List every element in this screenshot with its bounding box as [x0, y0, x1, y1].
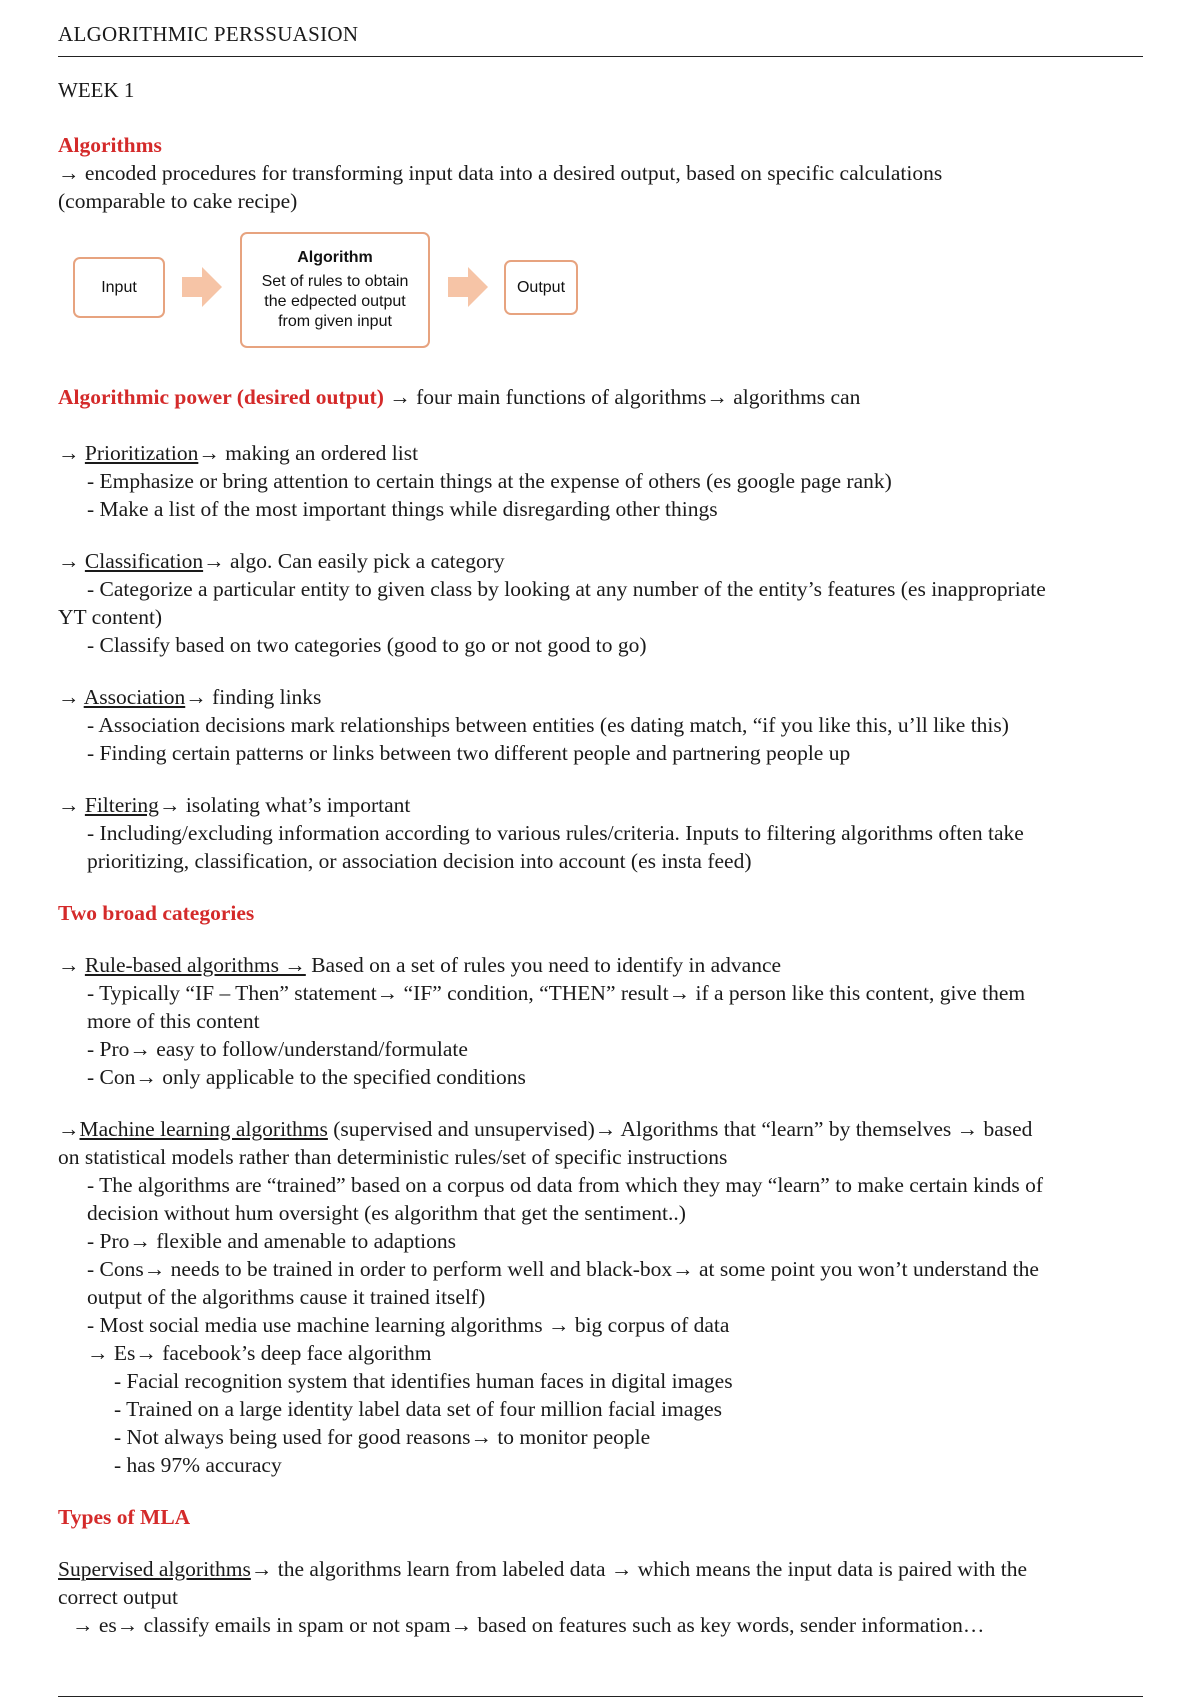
header-divider [58, 56, 1143, 57]
ml-bullet-1-cont: decision without hum oversight (es algorithm that get the sentiment..) [87, 1201, 686, 1225]
rule-based-term: Rule-based algorithms → [84, 953, 306, 977]
ml-cons-cont: output of the algorithms cause it trained itself) [87, 1285, 486, 1309]
classification-term: Classification [84, 549, 204, 573]
filtering-bullet-1-cont: prioritizing, classification, or association decision into account (es insta feed) [87, 849, 752, 873]
diagram-input-label: Input [101, 278, 137, 296]
block-arrow-right-icon [182, 267, 222, 307]
arrow-icon: → [58, 441, 85, 465]
diagram-output-box [504, 260, 578, 315]
ml-example-bullet-4: - has 97% accuracy [114, 1453, 282, 1477]
diagram-output-label: Output [516, 278, 566, 296]
ml-example: → Es→ facebook’s deep face algorithm [87, 1341, 432, 1365]
arrow-icon: → [58, 793, 85, 817]
classification-bullet-1-cont: YT content) [58, 605, 163, 629]
supervised-example: → es→ classify emails in spam or not spam→ based on features such as key words, sender information… [72, 1613, 985, 1637]
arrow-icon: → [58, 953, 85, 977]
rule-based-line [58, 951, 1168, 979]
ml-cons: - Cons→ needs to be trained in order to perform well and black-box→ at some point you won’t understand the [87, 1257, 1039, 1281]
filtering-term: Filtering [84, 793, 159, 817]
prioritization-desc: → making an ordered list [198, 441, 419, 465]
ml-example-bullet-2: - Trained on a large identity label data set of four million facial images [114, 1397, 723, 1421]
ml-line [58, 1115, 1168, 1143]
diagram-algorithm-desc-line2: the edpected output [264, 293, 406, 310]
association-line [58, 683, 1168, 711]
classification-bullet-2: - Classify based on two categories (good to go or not good to go) [87, 633, 647, 657]
diagram-algorithm-title: Algorithm [297, 249, 373, 266]
arrow-icon: → [58, 1117, 80, 1141]
algorithm-flow-diagram [58, 215, 1168, 383]
diagram-algorithm-desc-line3: from given input [278, 313, 392, 330]
rule-based-bullet-1: - Typically “IF – Then” statement→ “IF” condition, “THEN” result→ if a person like this content, give them [87, 981, 1026, 1005]
block-arrow-right-icon [448, 267, 488, 307]
ml-example-bullet-1: - Facial recognition system that identifies human faces in digital images [114, 1369, 733, 1393]
rule-based-bullet-1-cont: more of this content [87, 1009, 260, 1033]
ml-term: Machine learning algorithms [79, 1117, 328, 1141]
footer-divider [58, 1696, 1143, 1697]
prioritization-bullet-1: - Emphasize or bring attention to certain things at the expense of others (es google page rank) [87, 469, 892, 493]
notes-content [58, 131, 1168, 1639]
association-desc: → finding links [185, 685, 322, 709]
supervised-desc: → the algorithms learn from labeled data → which means the input data is paired with the [250, 1557, 1028, 1581]
types-of-mla-heading: Types of MLA [58, 1505, 191, 1529]
diagram-algorithm-desc-line1: Set of rules to obtain [261, 273, 409, 290]
algorithmic-power-heading: Algorithmic power (desired output) [58, 385, 384, 409]
classification-line [58, 547, 1168, 575]
prioritization-bullet-2: - Make a list of the most important things while disregarding other things [87, 497, 718, 521]
filtering-line [58, 791, 1168, 819]
ml-line-2: on statistical models rather than deterministic rules/set of specific instructions [58, 1145, 728, 1169]
ml-social-media: - Most social media use machine learning algorithms → big corpus of data [87, 1313, 730, 1337]
ml-pro: - Pro→ flexible and amenable to adaptions [87, 1229, 456, 1253]
diagram-algorithm-box [240, 232, 430, 348]
classification-bullet-1: - Categorize a particular entity to given class by looking at any number of the entity’s features (es inappropriate [87, 577, 1046, 601]
week-label: WEEK 1 [58, 78, 135, 102]
supervised-line-2: correct output [58, 1585, 178, 1609]
algorithms-definition-line1: → encoded procedures for transforming input data into a desired output, based on specific calculations [58, 161, 943, 185]
document-title: ALGORITHMIC PERSSUASION [58, 22, 359, 46]
ml-desc: (supervised and unsupervised)→ Algorithms that “learn” by themselves → based [327, 1117, 1033, 1141]
prioritization-term: Prioritization [84, 441, 199, 465]
arrow-icon: → [58, 549, 85, 573]
algorithms-heading: Algorithms [58, 133, 162, 157]
ml-example-bullet-3: - Not always being used for good reasons→ to monitor people [114, 1425, 651, 1449]
filtering-desc: → isolating what’s important [158, 793, 411, 817]
prioritization-line [58, 439, 1168, 467]
supervised-term: Supervised algorithms [58, 1557, 251, 1581]
classification-desc: → algo. Can easily pick a category [203, 549, 505, 573]
rule-based-con: - Con→ only applicable to the specified conditions [87, 1065, 526, 1089]
two-broad-categories-heading: Two broad categories [58, 901, 255, 925]
rule-based-pro: - Pro→ easy to follow/understand/formulate [87, 1037, 468, 1061]
ml-bullet-1: - The algorithms are “trained” based on a corpus od data from which they may “learn” to make certain kinds of [87, 1173, 1043, 1197]
filtering-bullet-1: - Including/excluding information according to various rules/criteria. Inputs to filtering algorithms often take [87, 821, 1024, 845]
association-term: Association [83, 685, 186, 709]
rule-based-desc: Based on a set of rules you need to identify in advance [305, 953, 782, 977]
algorithms-definition-line2: (comparable to cake recipe) [58, 189, 298, 213]
algorithmic-power-line [58, 383, 1168, 411]
algorithmic-power-text: → four main functions of algorithms→ algorithms can [383, 385, 861, 409]
supervised-line [58, 1555, 1168, 1583]
diagram-input-box [73, 257, 165, 318]
association-bullet-1: - Association decisions mark relationships between entities (es dating match, “if you like this, u’ll like this) [87, 713, 1009, 737]
association-bullet-2: - Finding certain patterns or links between two different people and partnering people up [87, 741, 851, 765]
arrow-icon: → [58, 685, 84, 709]
